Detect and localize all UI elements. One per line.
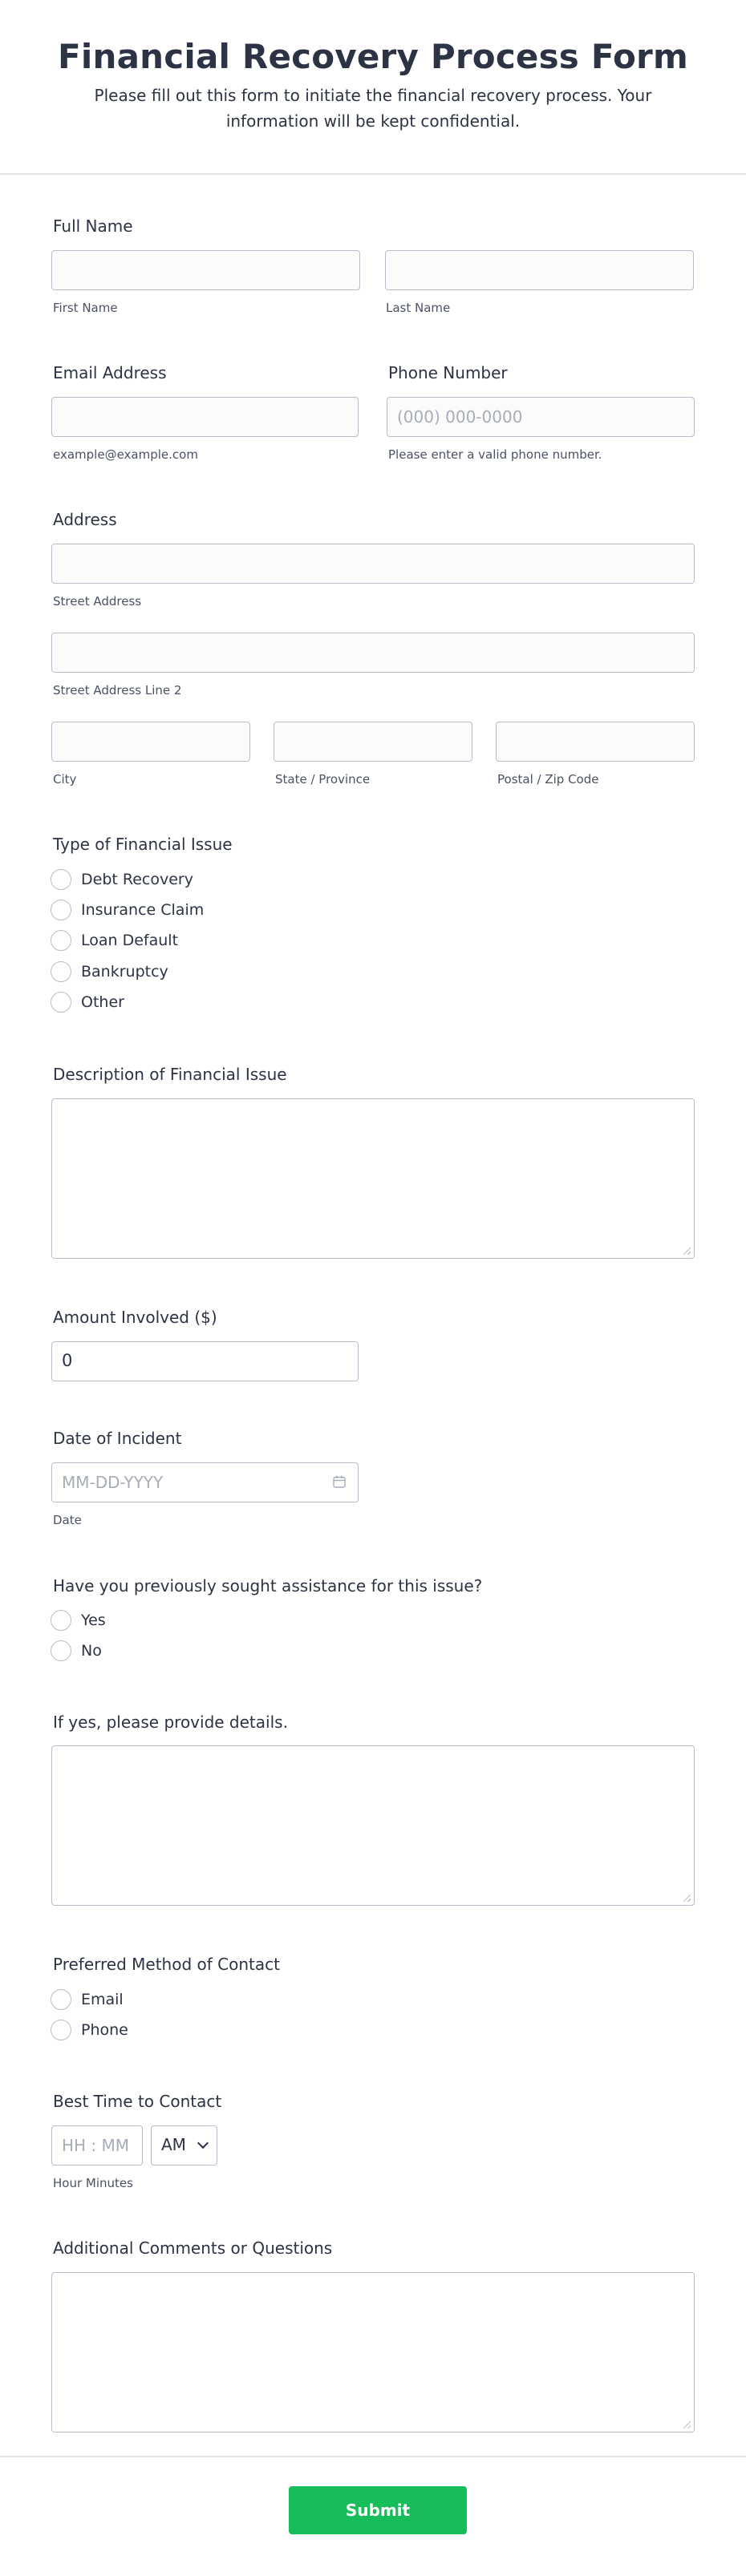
resize-handle-icon[interactable] [683,1248,691,1255]
contact-option-phone[interactable] [51,2019,128,2041]
page-subtitle: Please fill out this form to initiate the financial recovery process. Your information will be kept confidential. [94,86,652,131]
time-input[interactable] [51,2125,143,2166]
contact-method-label: Preferred Method of Contact [53,1955,280,1974]
radio-label: Email [81,1991,124,2008]
issue-option-other[interactable] [51,991,124,1013]
form-header [0,0,746,175]
date-input[interactable] [51,1462,359,1502]
amount-label: Amount Involved ($) [53,1308,217,1327]
radio-label: Insurance Claim [81,901,205,919]
radio-label: Loan Default [81,932,179,949]
last-name-input[interactable] [385,250,694,290]
street-address-sublabel: Street Address [53,594,142,609]
contact-option-email[interactable] [51,1988,124,2011]
radio-circle[interactable] [51,992,71,1013]
time-placeholder: HH : MM [62,2136,130,2155]
state-input[interactable] [274,722,472,762]
page-title: Financial Recovery Process Form [58,37,688,76]
first-name-input[interactable] [51,250,360,290]
chevron-down-icon [197,2137,209,2149]
email-label: Email Address [53,363,167,382]
description-label: Description of Financial Issue [53,1065,287,1084]
date-sublabel: Date [53,1513,82,1527]
best-time-label: Best Time to Contact [53,2092,222,2111]
radio-label: Bankruptcy [81,963,168,981]
radio-circle[interactable] [51,2020,71,2040]
prior-option-yes[interactable] [51,1609,106,1632]
radio-circle[interactable] [51,869,71,890]
details-label: If yes, please provide details. [53,1713,288,1732]
description-textarea[interactable] [51,1098,695,1259]
best-time-sublabel: Hour Minutes [53,2176,133,2190]
address-label: Address [53,510,117,529]
phone-sublabel: Please enter a valid phone number. [388,447,602,462]
email-input[interactable] [51,397,359,437]
radio-circle[interactable] [51,1989,71,2010]
radio-label: Yes [81,1612,106,1629]
date-placeholder: MM-DD-YYYY [62,1473,164,1492]
phone-label: Phone Number [388,363,508,382]
first-name-sublabel: First Name [53,301,118,315]
street-address-2-input[interactable] [51,633,695,673]
ampm-select[interactable] [151,2125,217,2166]
details-textarea[interactable] [51,1745,695,1906]
amount-value: 0 [62,1351,73,1370]
email-sublabel: example@example.com [53,447,198,462]
full-name-label: Full Name [53,216,133,236]
resize-handle-icon[interactable] [683,2421,691,2428]
issue-option-bankruptcy[interactable] [51,960,168,983]
phone-placeholder: (000) 000-0000 [397,407,523,427]
street-address-2-sublabel: Street Address Line 2 [53,683,182,698]
issue-option-debt-recovery[interactable] [51,868,193,891]
comments-textarea[interactable] [51,2272,695,2432]
radio-label: No [81,1642,102,1660]
radio-circle[interactable] [51,1640,71,1661]
zip-sublabel: Postal / Zip Code [497,772,599,787]
calendar-icon[interactable] [332,1474,347,1489]
city-input[interactable] [51,722,250,762]
ampm-value: AM [161,2135,186,2154]
phone-input[interactable] [387,397,695,437]
prior-assistance-label: Have you previously sought assistance for this issue? [53,1576,483,1595]
resize-handle-icon[interactable] [683,1895,691,1902]
prior-option-no[interactable] [51,1640,102,1662]
issue-option-insurance-claim[interactable] [51,899,204,921]
radio-label: Phone [81,2021,128,2039]
submit-button[interactable]: Submit [289,2486,467,2534]
street-address-input[interactable] [51,544,695,584]
issue-type-label: Type of Financial Issue [53,835,233,854]
zip-input[interactable] [496,722,695,762]
radio-circle[interactable] [51,961,71,982]
footer-divider [0,2456,746,2457]
state-sublabel: State / Province [275,772,371,787]
comments-label: Additional Comments or Questions [53,2238,333,2258]
date-label: Date of Incident [53,1429,182,1448]
radio-circle[interactable] [51,900,71,920]
amount-input[interactable] [51,1341,359,1381]
radio-circle[interactable] [51,930,71,951]
issue-option-loan-default[interactable] [51,929,178,952]
last-name-sublabel: Last Name [386,301,451,315]
city-sublabel: City [53,772,77,787]
radio-label: Other [81,993,124,1011]
radio-circle[interactable] [51,1610,71,1631]
radio-label: Debt Recovery [81,871,193,888]
